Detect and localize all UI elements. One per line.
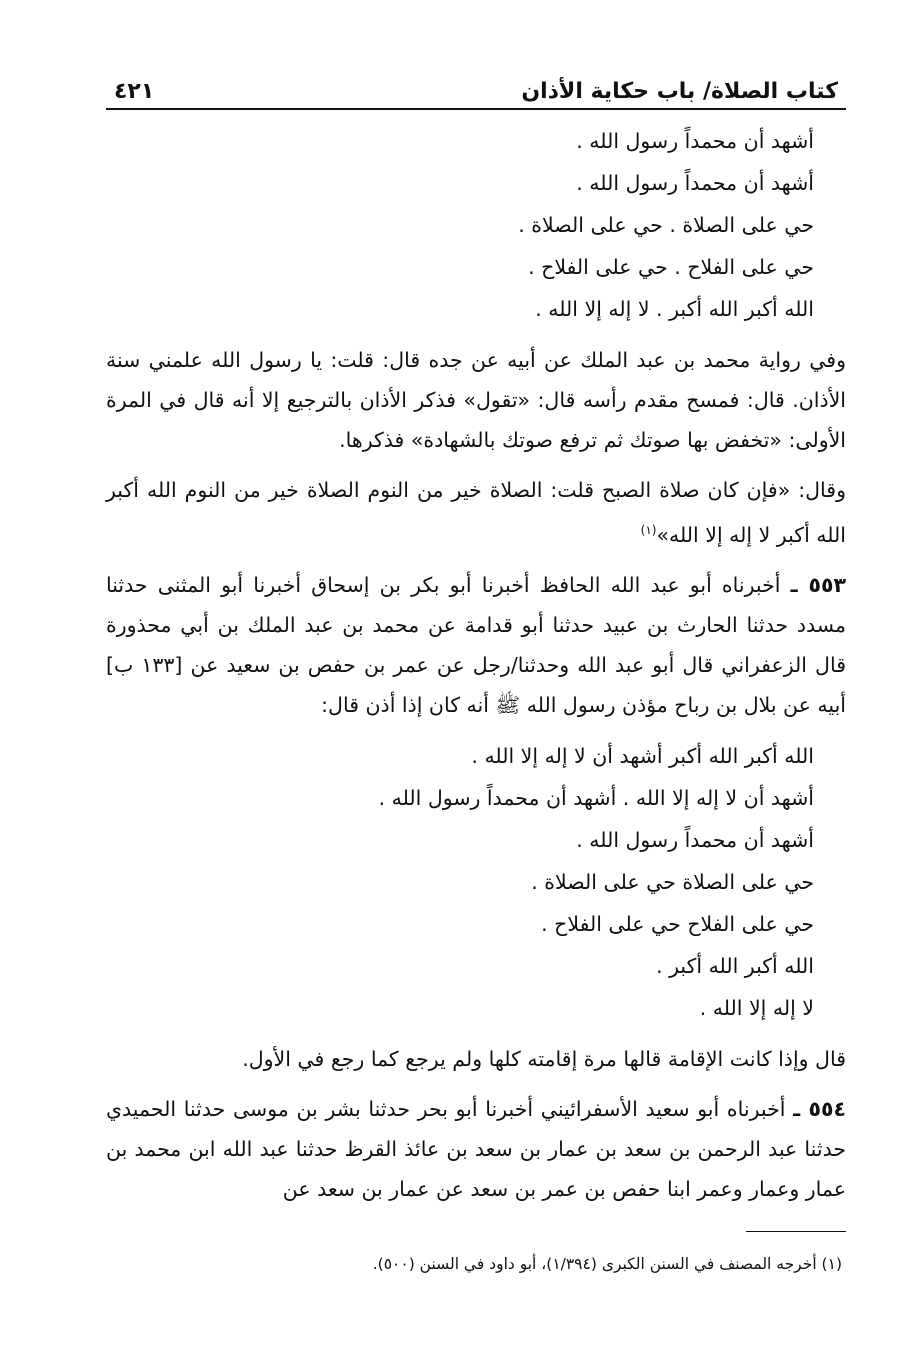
verse-line: حي على الفلاح . حي على الفلاح . bbox=[528, 255, 814, 279]
running-title: كتاب الصلاة/ باب حكاية الأذان bbox=[521, 79, 838, 104]
hadith-text: أخبرناه أبو عبد الله الحافظ أخبرنا أبو بكر بن إسحاق أخبرنا أبو المثنى حدثنا مسدد حدثنا الحارث بن عبيد حدثنا أبو قدامة عن محمد بن عبد الملك بن أبي محذورة قال الزعفراني قال أبو عبد الله وحدثنا/رجل عن عمر بن حفص بن سعيد عن [١٣٣ ب] أبيه عن بلال بن رباح مؤذن رسول الله ﷺ أنه كان إذا أذن قال: bbox=[106, 572, 846, 717]
verse-block-top bbox=[106, 120, 846, 330]
page-content bbox=[106, 120, 846, 1276]
verse-line: الله أكبر الله أكبر . لا إله إلا الله . bbox=[535, 297, 814, 321]
hadith-553 bbox=[106, 565, 846, 725]
verse-line: أشهد أن لا إله إلا الله . أشهد أن محمداً رسول الله . bbox=[378, 785, 814, 810]
paragraph-iqama: قال وإذا كانت الإقامة قالها مرة إقامته كلها ولم يرجع كما رجع في الأول. bbox=[242, 1046, 846, 1071]
verse-line: لا إله إلا الله . bbox=[699, 995, 814, 1020]
verse-line: الله أكبر الله أكبر . bbox=[656, 953, 814, 978]
hadith-number: ٥٥٣ ـ bbox=[790, 572, 846, 597]
verse-line: أشهد أن محمداً رسول الله . bbox=[576, 171, 814, 195]
verse-line: أشهد أن محمداً رسول الله . bbox=[576, 827, 814, 852]
footnote: (١) أخرجه المصنف في السنن الكبرى (١/٣٩٤)، أبو داود في السنن (٥٠٠). bbox=[372, 1254, 842, 1273]
verse-line: حي على الصلاة حي على الصلاة . bbox=[531, 869, 814, 894]
verse-block-553 bbox=[106, 735, 846, 1029]
footnote-ref: (١) bbox=[640, 523, 657, 537]
verse-line: حي على الفلاح حي على الفلاح . bbox=[541, 911, 814, 936]
paragraph-fajr-text: وقال: «فإن كان صلاة الصبح قلت: الصلاة خير من النوم الصلاة خير من النوم الله أكبر الله أكبر لا إله إلا الله» bbox=[106, 478, 846, 547]
footnote-separator bbox=[746, 1231, 846, 1232]
hadith-554 bbox=[106, 1089, 846, 1209]
paragraph-narration: وفي رواية محمد بن عبد الملك عن أبيه عن جده قال: قلت: يا رسول الله علمني سنة الأذان. قال: فمسح مقدم رأسه قال: «تقول» فذكر الأذان بالترجيع إلا أنه قال في المرة الأولى: «تخفض بها صوتك ثم ترفع صوتك بالشهادة» فذكرها. bbox=[106, 348, 846, 452]
page-number: ٤٢١ bbox=[114, 79, 155, 104]
hadith-text: أخبرناه أبو سعيد الأسفرائيني أخبرنا أبو بحر حدثنا بشر بن موسى حدثنا الحميدي حدثنا عبد الرحمن بن سعد بن عمار بن سعد بن عائذ القرظ حدثنا عبد الله ابن محمد بن عمار وعمار وعمر ابنا حفص بن عمر بن سعد عن عمار بن سعد عن bbox=[106, 1096, 846, 1201]
paragraph-fajr bbox=[106, 470, 846, 555]
verse-line: أشهد أن محمداً رسول الله . bbox=[576, 129, 814, 153]
verse-line: حي على الصلاة . حي على الصلاة . bbox=[518, 213, 814, 237]
hadith-number: ٥٥٤ ـ bbox=[793, 1096, 846, 1121]
page-header bbox=[106, 60, 846, 110]
book-page bbox=[106, 60, 846, 1276]
verse-line: الله أكبر الله أكبر أشهد أن لا إله إلا الله . bbox=[471, 743, 814, 768]
